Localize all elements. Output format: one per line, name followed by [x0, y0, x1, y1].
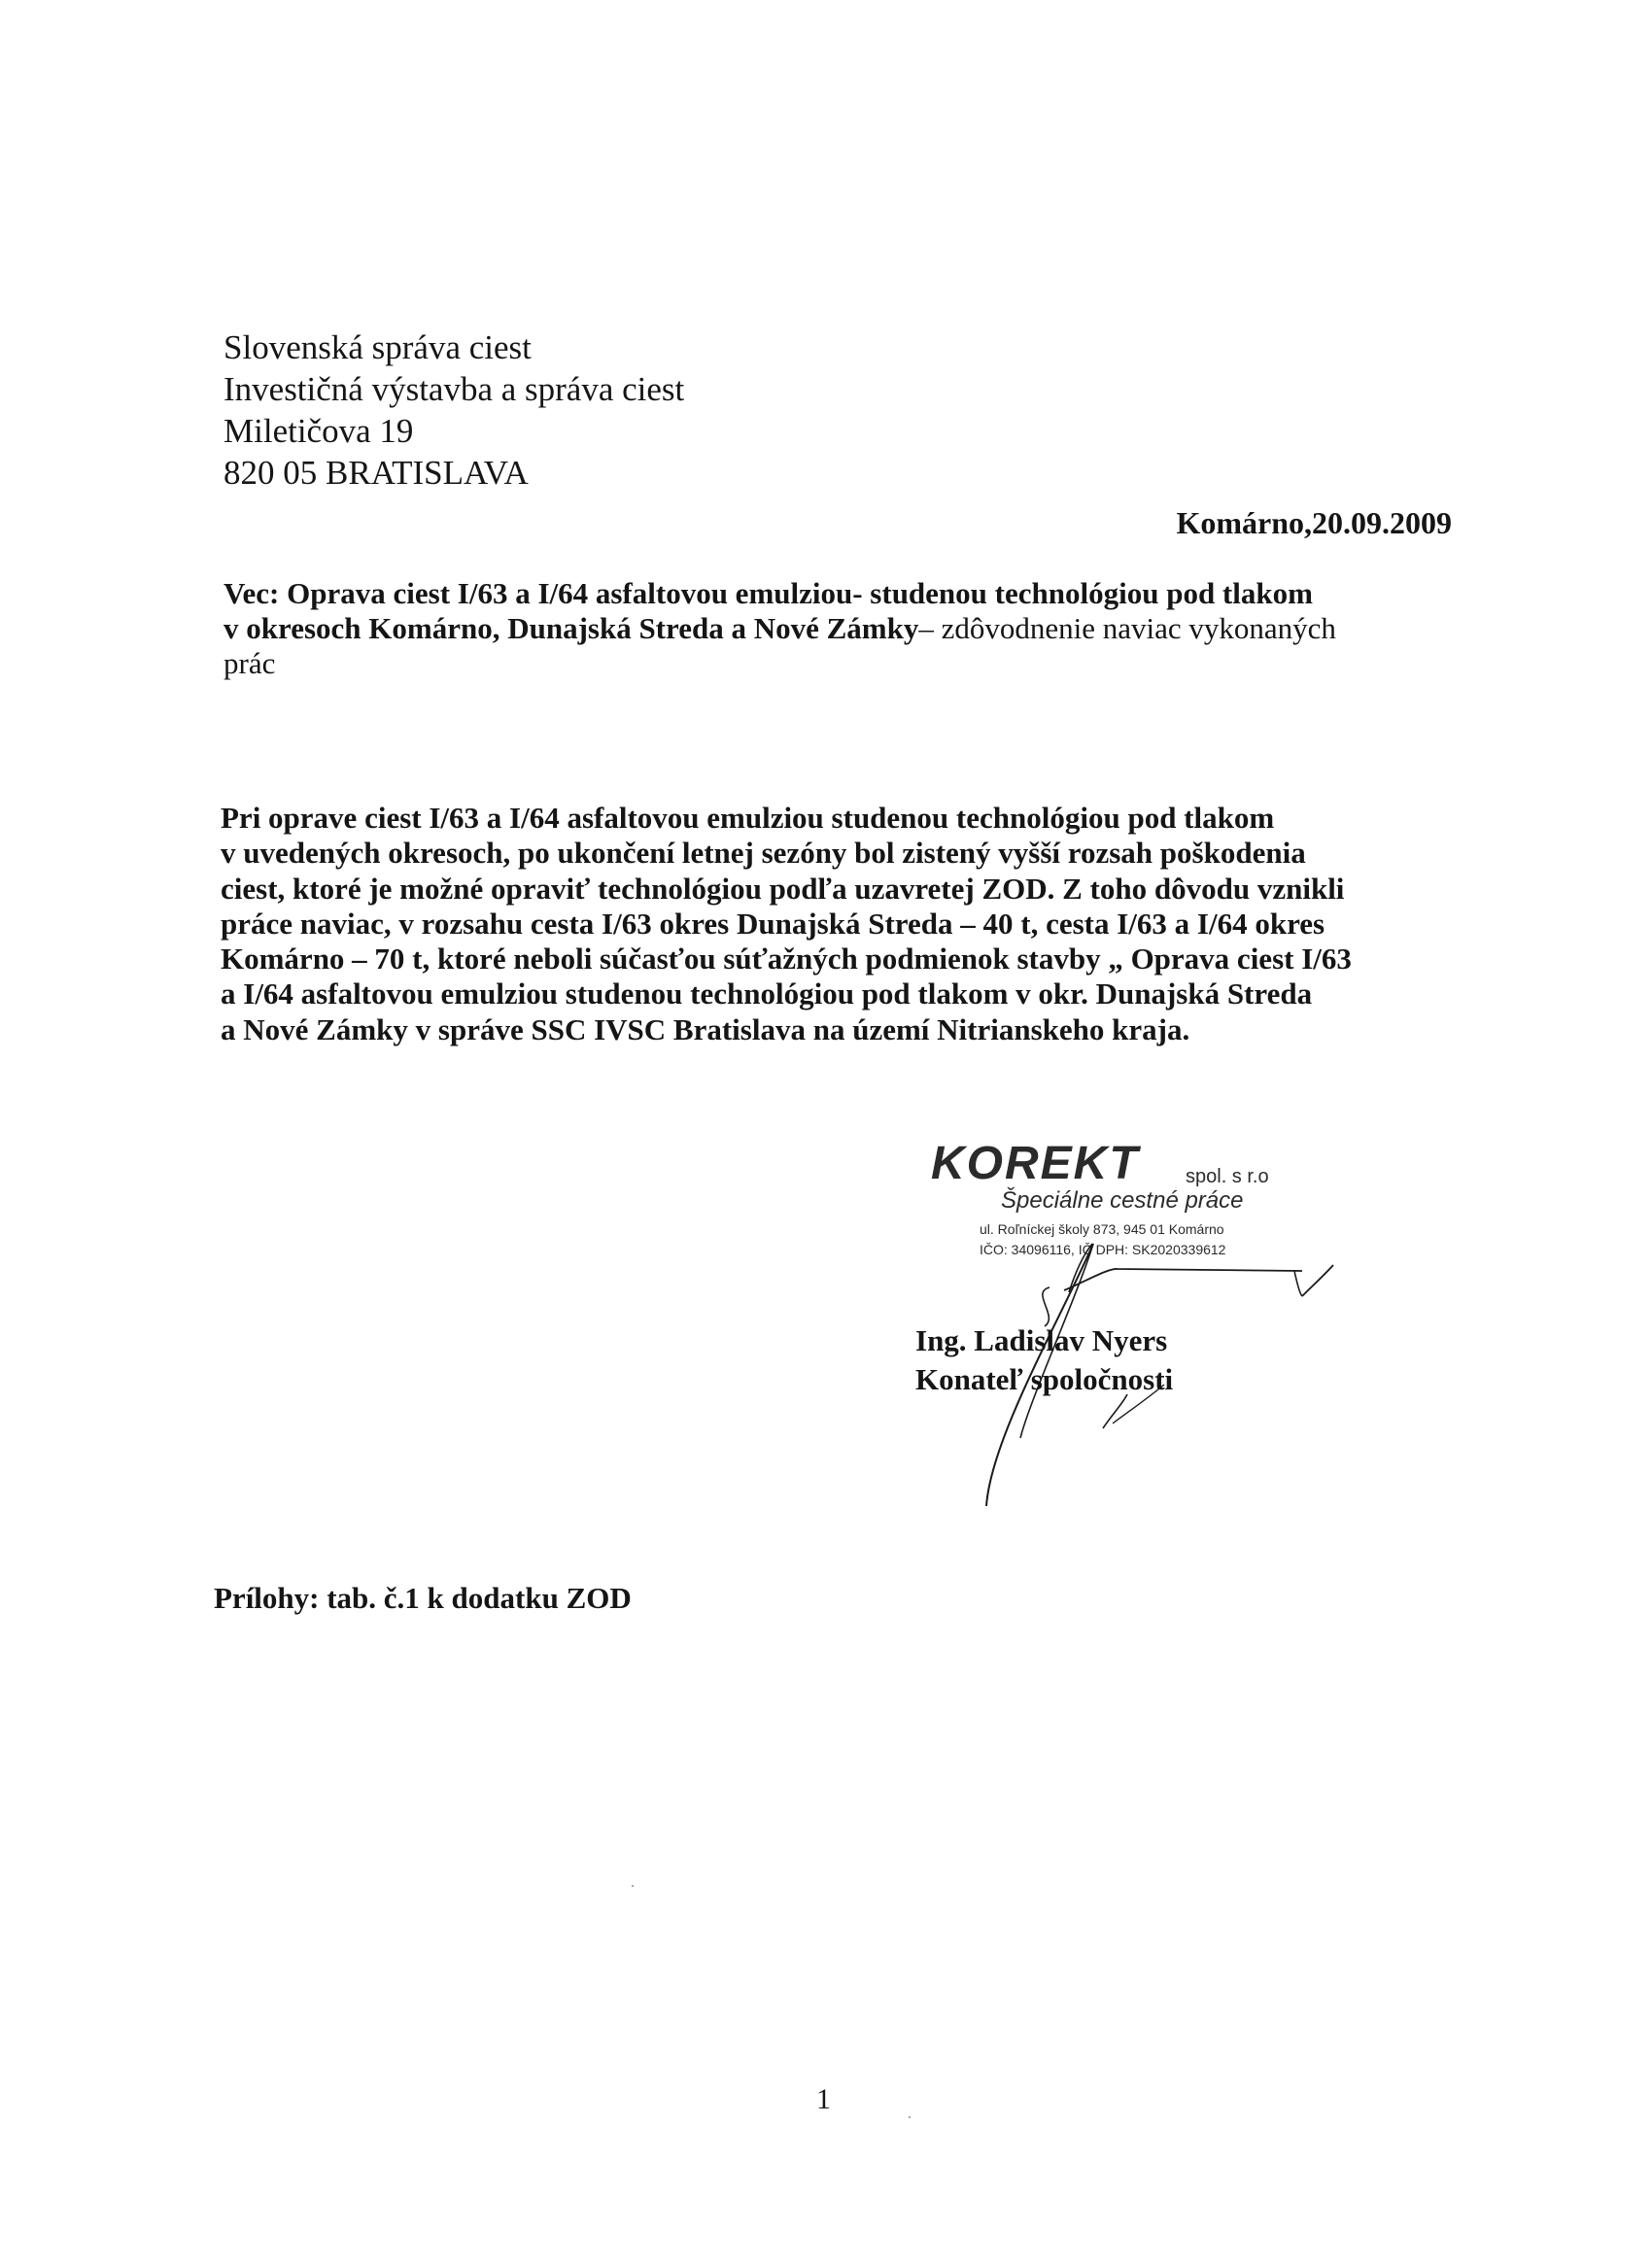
- recipient-line-4: 820 05 BRATISLAVA: [224, 454, 529, 492]
- subject-line-3: prác: [224, 646, 276, 680]
- recipient-line-2: Investičná výstavba a správa ciest: [224, 370, 685, 408]
- stamp-address: ul. Roľníckej školy 873, 945 01 Komárno: [980, 1221, 1224, 1237]
- body-line: a I/64 asfaltovou emulziou studenou technológiou pod tlakom v okr. Dunajská Streda: [221, 976, 1313, 1011]
- body-line: Komárno – 70 t, ktoré neboli súčasťou súťažných podmienok stavby „ Oprava ciest I/63: [221, 942, 1352, 976]
- stamp-company-suffix: spol. s r.o: [1186, 1166, 1269, 1187]
- subject-line-2-bold: v okresoch Komárno, Dunajská Streda a Nové Zámky: [224, 611, 919, 645]
- subject-line-1: Vec: Oprava ciest I/63 a I/64 asfaltovou emulziou- studenou technológiou pod tlakom: [224, 576, 1313, 610]
- body-line: Pri oprave ciest I/63 a I/64 asfaltovou emulziou studenou technológiou pod tlakom: [221, 801, 1275, 835]
- body-paragraph: [221, 801, 1352, 1047]
- subject-block: [224, 576, 1438, 681]
- stamp-tagline: Špeciálne cestné práce: [1001, 1187, 1244, 1214]
- body-line: a Nové Zámky v správe SSC IVSC Bratislava na území Nitrianskeho kraja.: [221, 1011, 1190, 1046]
- body-line: v uvedených okresoch, po ukončení letnej sezóny bol zistený vyšší rozsah poškodenia: [221, 836, 1306, 871]
- stamp-ids: IČO: 34096116, IČ DPH: SK2020339612: [980, 1242, 1226, 1257]
- signer-name: Ing. Ladislav Nyers: [915, 1323, 1168, 1357]
- signer-block: [915, 1321, 1173, 1399]
- body-line: práce naviac, v rozsahu cesta I/63 okres Dunajská Streda – 40 t, cesta I/63 a I/64 okres: [221, 906, 1325, 941]
- stamp-logo: KOREKT: [931, 1138, 1140, 1189]
- scan-speck: [909, 2116, 911, 2118]
- recipient-line-3: Miletičova 19: [224, 412, 414, 450]
- signer-title: Konateľ spoločnosti: [915, 1362, 1174, 1396]
- subject-line-2-normal: – zdôvodnenie naviac vykonaných: [918, 611, 1336, 645]
- scan-speck: [632, 1885, 634, 1887]
- recipient-address: [224, 326, 684, 494]
- letter-date: Komárno,20.09.2009: [1176, 505, 1452, 540]
- page-number: 1: [816, 2083, 831, 2115]
- recipient-line-1: Slovenská správa ciest: [224, 328, 532, 366]
- attachments-line: Prílohy: tab. č.1 k dodatku ZOD: [214, 1581, 632, 1615]
- body-line: ciest, ktoré je možné opraviť technológiou podľa uzavretej ZOD. Z toho dôvodu vznikli: [221, 871, 1345, 906]
